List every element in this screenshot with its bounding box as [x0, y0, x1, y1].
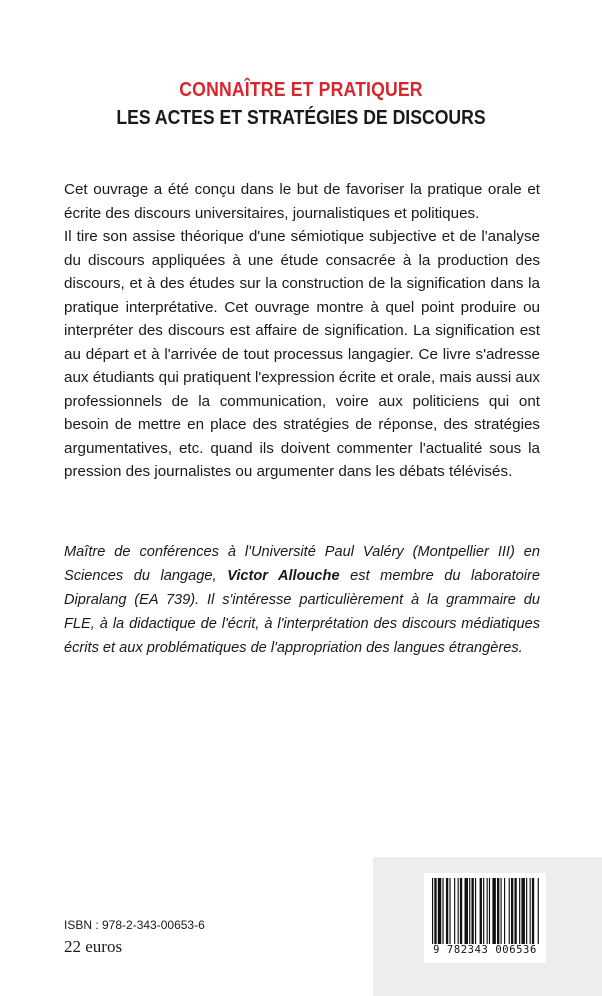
bio-text-after: est membre du laboratoire Dipralang (EA 739). Il s'intéresse particulièrement à la grammaire du FLE, à la didactique de l'écrit, à l'interprétation des discours médiatiques écrits et aux problématiques de l'appropriation des langues étrangères. — [64, 568, 540, 656]
barcode-icon — [432, 878, 540, 944]
author-bio — [64, 540, 540, 660]
isbn: ISBN : 978-2-343-00653-6 — [64, 918, 205, 932]
summary-paragraph-2: Il tire son assise théorique d'une sémiotique subjective et de l'analyse du discours appliquées à une étude consacrée à la production des discours, et à des études sur la construction de la signification dans la pratique interprétative. Cet ouvrage montre à quel point produire ou interpréter des discours est affaire de signification. La signification est au départ et à l'arrivée de tout processus langagier. Ce livre s'adresse aux étudiants qui pratiquent l'expression écrite et orale, mais aussi aux professionnels de la communication, voire aux politiciens qui ont besoin de mettre en place des stratégies de réponse, des stratégies argumentatives, etc. quand ils doivent commenter l'actualité sous la pression des journalistes ou argumenter dans les débats télévisés. — [64, 228, 540, 480]
bio-text-before: Maître de conférences à l'Université Paul Valéry (Montpellier III) en Sciences du langage, — [64, 544, 540, 584]
title-line-2: LES ACTES ET STRATÉGIES DE DISCOURS — [116, 106, 486, 129]
author-name: Victor Allouche — [227, 568, 340, 584]
title-line-1: CONNAÎTRE ET PRATIQUER — [179, 78, 423, 101]
title-block — [0, 76, 602, 132]
price: 22 euros — [64, 937, 123, 956]
summary-text — [64, 178, 540, 484]
barcode-digits: 9 782343 006536 — [433, 944, 537, 956]
summary-paragraph-1: Cet ouvrage a été conçu dans le but de favoriser la pratique orale et écrite des discours universitaires, journalistiques et politiques. — [64, 181, 540, 222]
